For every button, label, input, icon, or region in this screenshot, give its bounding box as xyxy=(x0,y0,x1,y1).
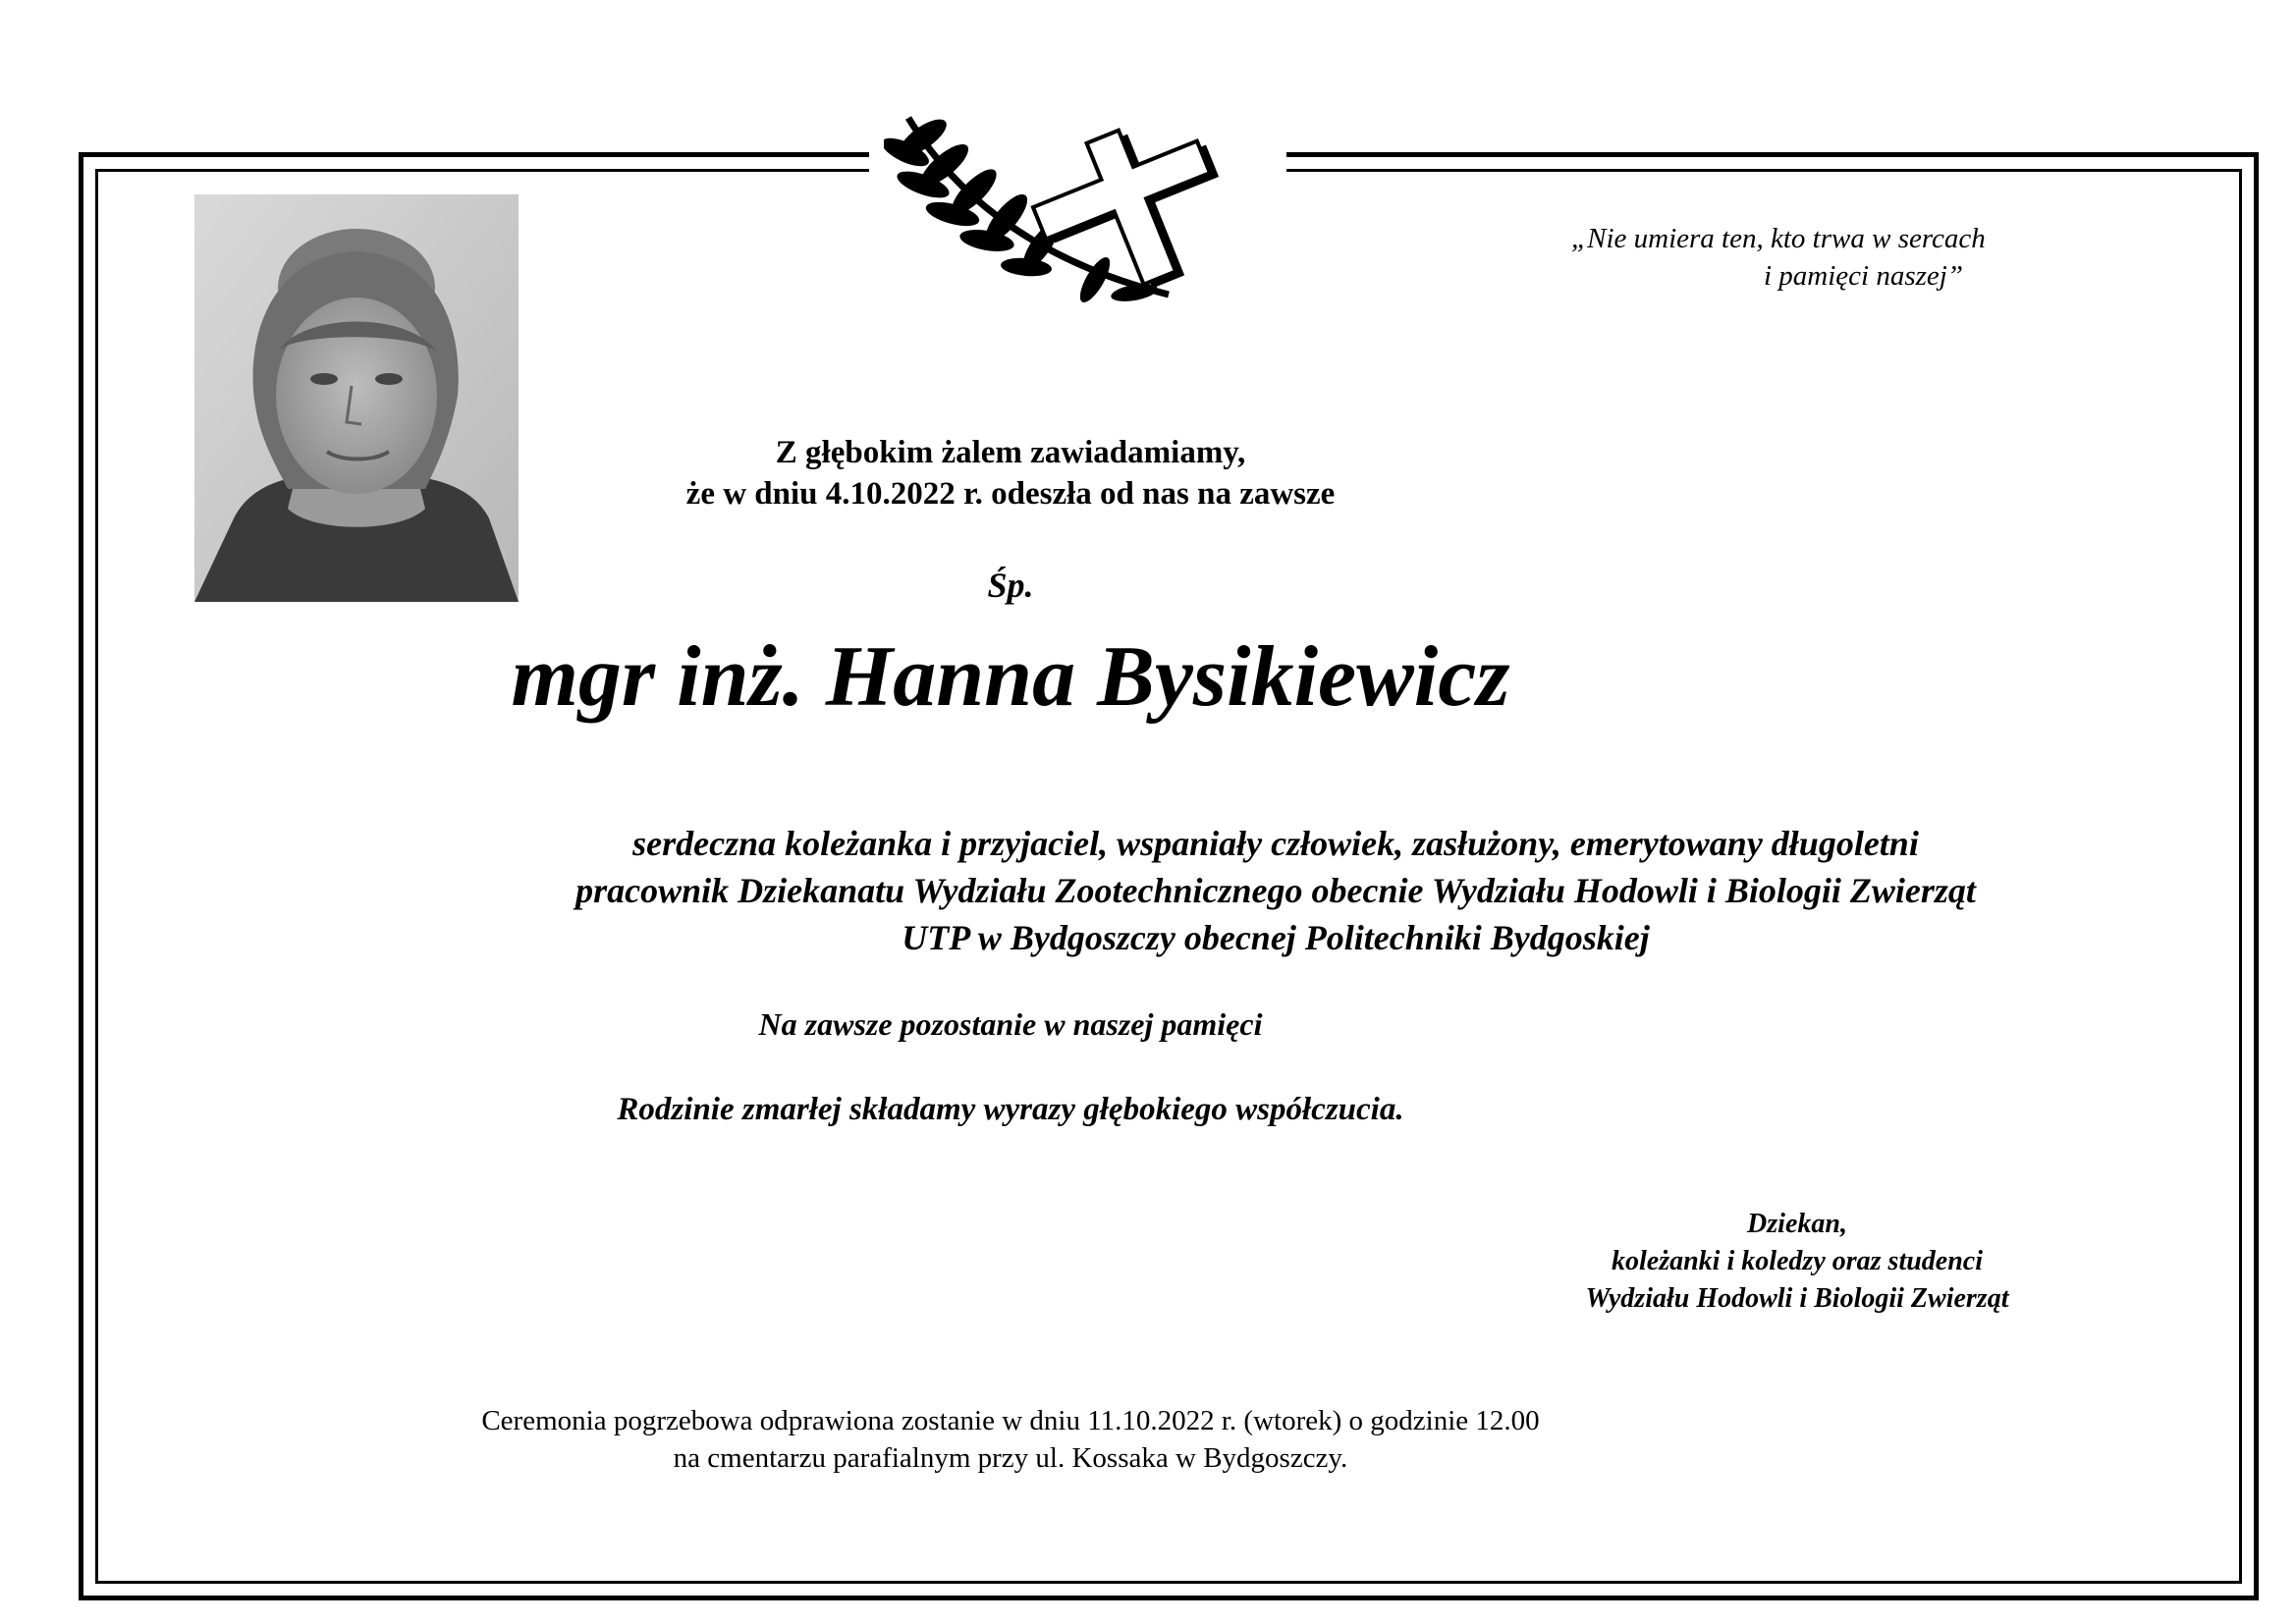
description-line-2: pracownik Dziekanatu Wydziału Zootechnicznego obecnie Wydziału Hodowli i Biologii Zwierząt xyxy=(575,871,1976,910)
portrait-image xyxy=(194,194,519,602)
quote-line-2: i pamięci naszej” xyxy=(1764,260,1963,292)
funeral-info xyxy=(0,1402,2159,1477)
description-line-1: serdeczna koleżanka i przyjaciel, wspaniały człowiek, zasłużony, emerytowany długoletni xyxy=(632,824,1919,863)
memory-line: Na zawsze pozostanie w naszej pamięci xyxy=(758,1006,1263,1042)
signature-block xyxy=(1453,1206,2141,1318)
intro-line-2: że w dniu 4.10.2022 r. odeszła od nas na zawsze xyxy=(685,476,1336,512)
condolence-line: Rodzinie zmarłej składamy wyrazy głębokiego współczucia. xyxy=(617,1092,1404,1127)
funeral-line-1: Ceremonia pogrzebowa odprawiona zostanie w dniu 11.10.2022 r. (wtorek) o godzinie 12.00 xyxy=(481,1405,1540,1436)
sp-label: Śp. xyxy=(987,566,1034,605)
announcement-intro xyxy=(0,432,2159,514)
portrait-photo xyxy=(194,194,519,602)
signature-line-2: koleżanki i koledzy oraz studenci xyxy=(1611,1246,1983,1276)
funeral-line-2: na cmentarzu parafialnym przy ul. Kossaka w Bydgoszczy. xyxy=(673,1442,1348,1474)
memorial-quote xyxy=(1473,220,2082,295)
cross-with-palm-branch-icon xyxy=(884,98,1257,309)
deceased-description xyxy=(128,820,2296,961)
signature-line-1: Dziekan, xyxy=(1747,1209,1847,1239)
deceased-name: mgr inż. Hanna Bysikiewicz xyxy=(511,629,1510,725)
intro-line-1: Z głębokim żalem zawiadamiamy, xyxy=(775,435,1246,470)
description-line-3: UTP w Bydgoszczy obecnej Politechniki Bydgoskiej xyxy=(902,918,1650,957)
quote-line-1: „Nie umiera ten, kto trwa w sercach xyxy=(1571,223,1986,254)
signature-line-3: Wydziału Hodowli i Biologii Zwierząt xyxy=(1585,1283,2009,1314)
